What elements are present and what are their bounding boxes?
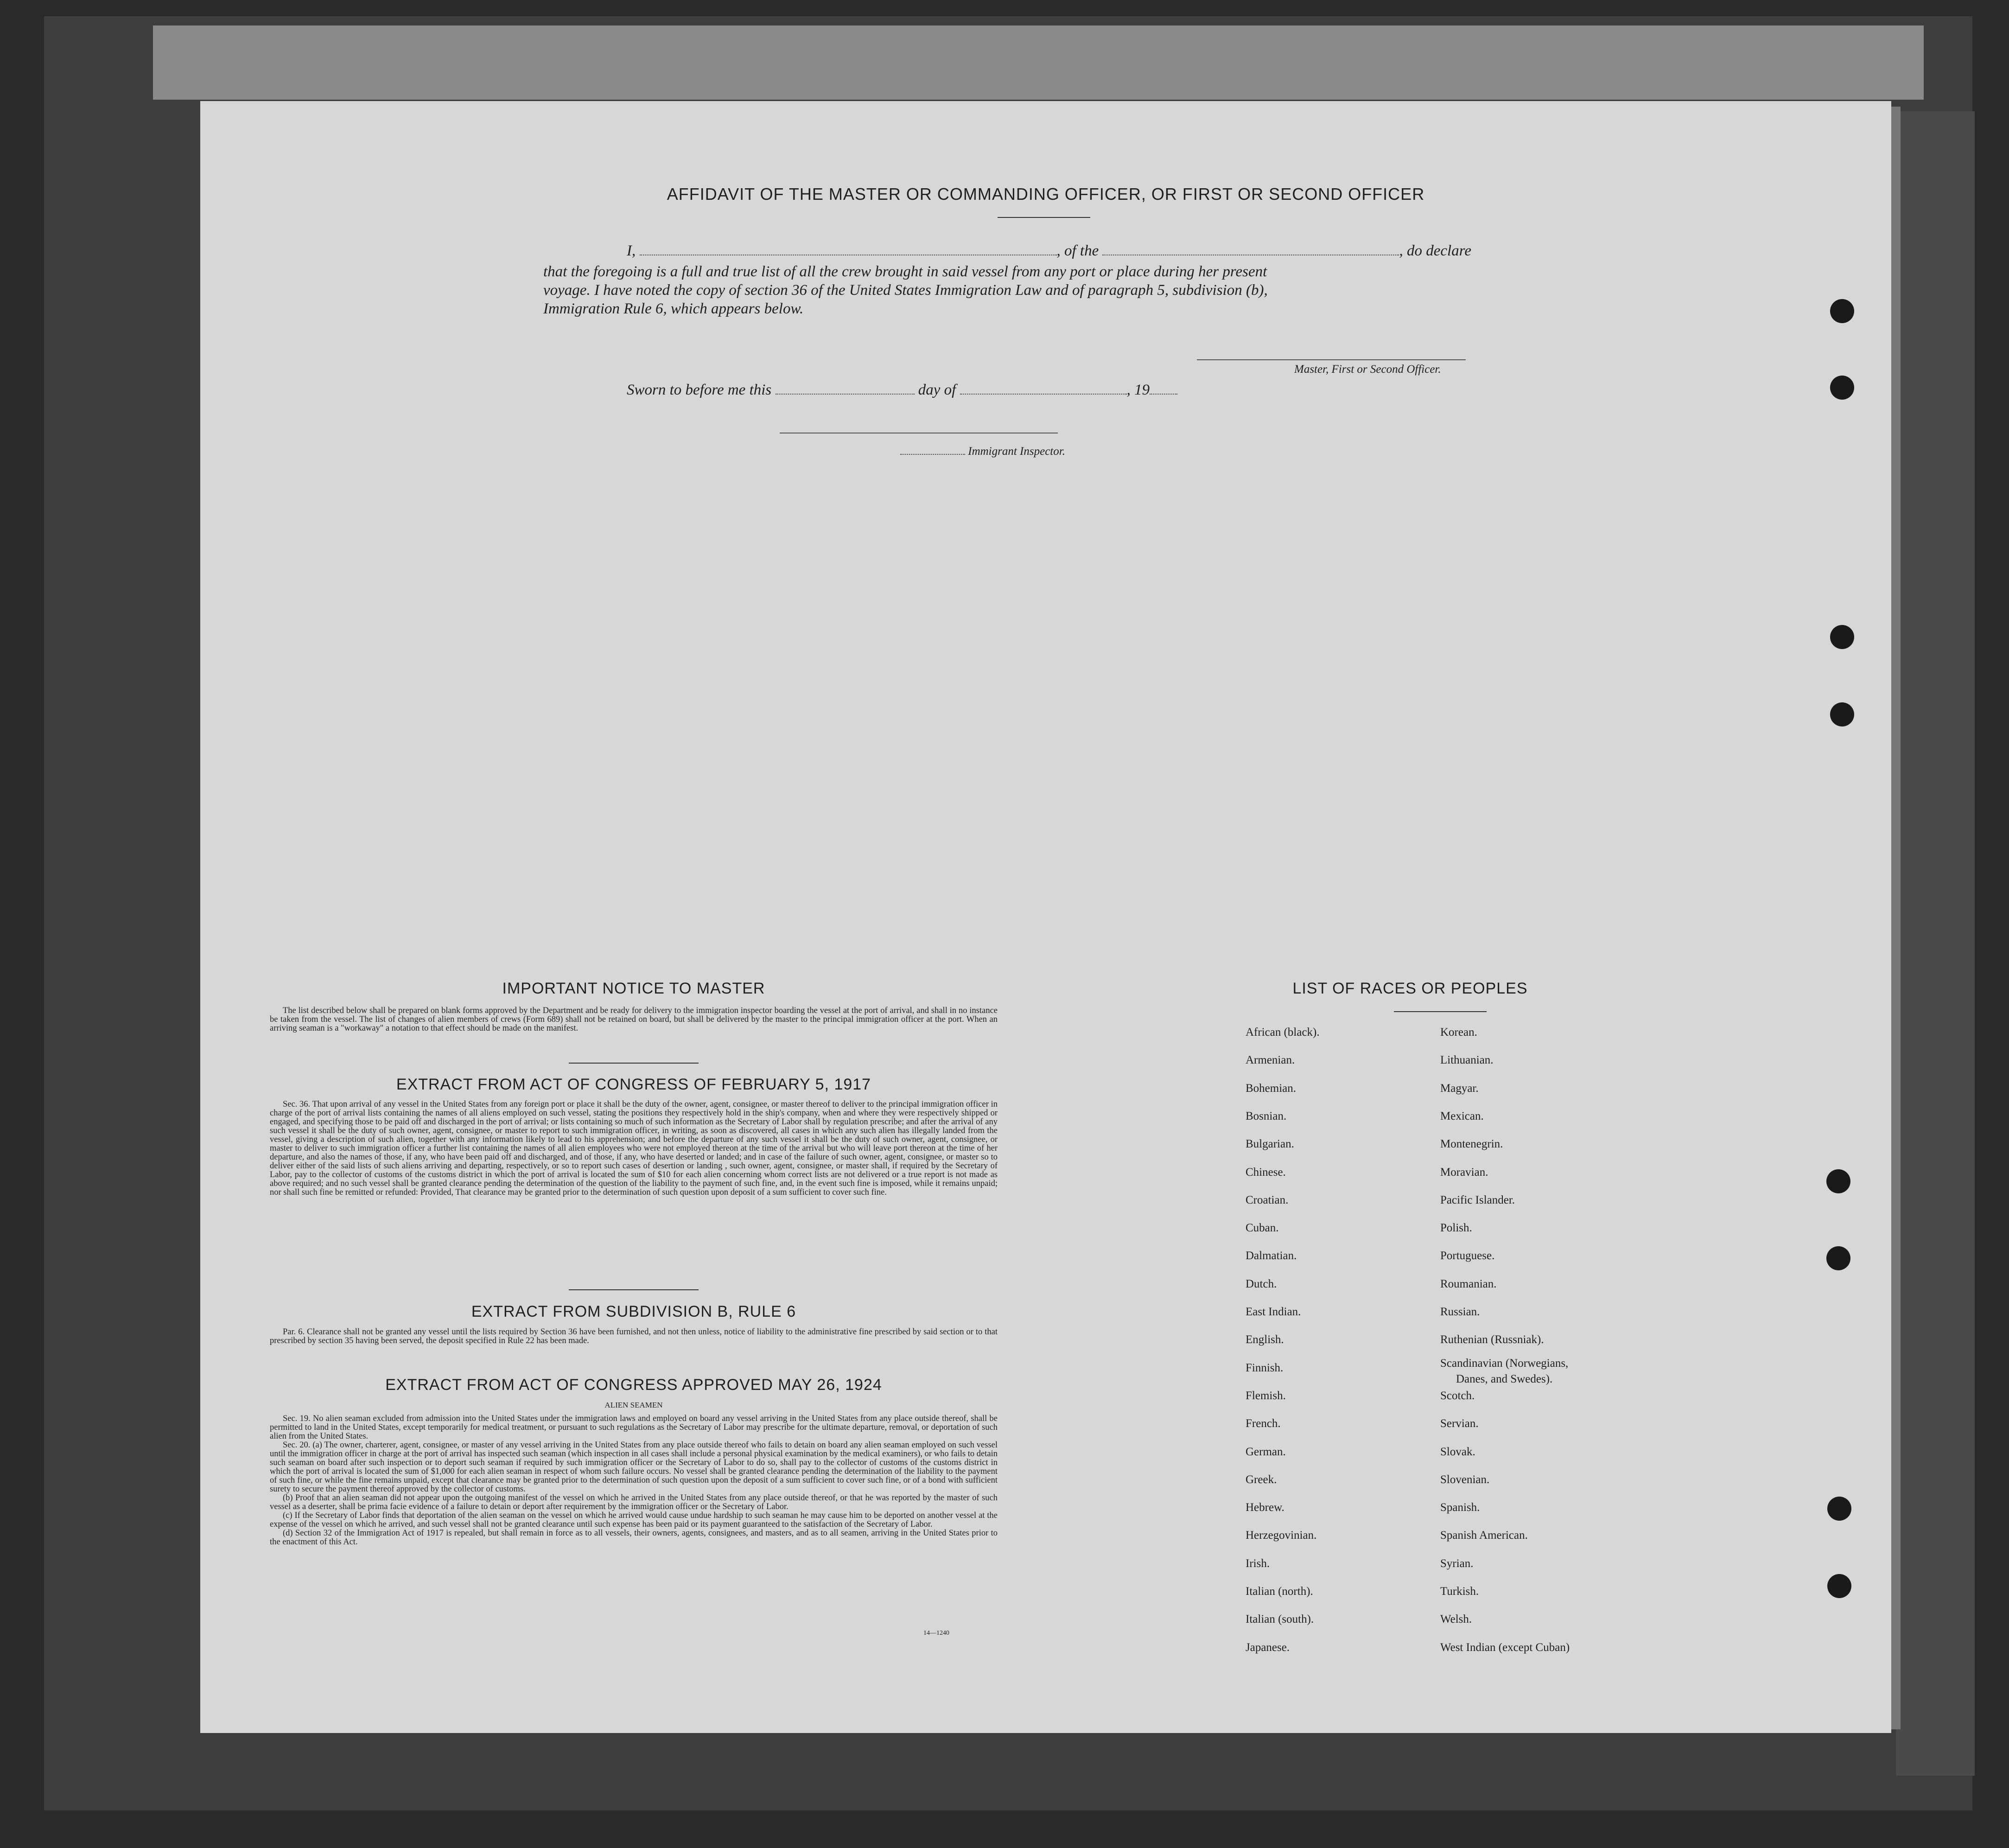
year-blank <box>1150 382 1177 395</box>
race-item: African (black). <box>1246 1026 1320 1039</box>
binder-hole <box>1830 625 1854 649</box>
binder-hole <box>1827 1497 1851 1521</box>
race-item: Bosnian. <box>1246 1109 1287 1122</box>
race-item: Herzegovinian. <box>1246 1529 1317 1542</box>
divider <box>569 1289 699 1290</box>
of-the-label: , of the <box>1056 242 1099 259</box>
rule-6-paragraph: Par. 6. Clearance shall not be granted any vessel until the lists required by Section 36 have been furnished, and not then unless, notice of liability to the administrative fine prescribed by said section or to that prescribed by section 35 having been served, the deposit specified in Rule 22 has been made. <box>270 1327 998 1345</box>
day-of-label: day of <box>918 382 956 398</box>
do-declare-label: , do declare <box>1399 242 1471 259</box>
divider <box>1394 1011 1487 1012</box>
master-signature-line <box>1197 359 1466 360</box>
race-item-continuation: Danes, and Swedes). <box>1456 1372 1553 1385</box>
notice-title: IMPORTANT NOTICE TO MASTER <box>502 980 765 997</box>
extract-1917-text <box>270 1100 998 1197</box>
race-item: Korean. <box>1440 1026 1477 1039</box>
race-item: Italian (north). <box>1246 1585 1313 1598</box>
extract-1917-title: EXTRACT FROM ACT OF CONGRESS OF FEBRUARY 5, 1917 <box>396 1076 871 1093</box>
affidavit-i-label: I, <box>627 242 636 259</box>
extract-1924-title: EXTRACT FROM ACT OF CONGRESS APPROVED MAY 26, 1924 <box>385 1376 882 1394</box>
races-title: LIST OF RACES OR PEOPLES <box>1292 980 1528 997</box>
race-item: Irish. <box>1246 1557 1270 1570</box>
race-item: Russian. <box>1440 1306 1480 1318</box>
page-edge <box>1891 107 1901 1729</box>
race-item: Servian. <box>1440 1417 1479 1430</box>
race-item: English. <box>1246 1333 1284 1346</box>
race-item: Dalmatian. <box>1246 1249 1297 1262</box>
divider <box>998 217 1090 218</box>
race-item: Spanish. <box>1440 1501 1480 1514</box>
paper-backing-right <box>1896 111 1975 1776</box>
rule-6-text <box>270 1328 998 1345</box>
race-item: Mexican. <box>1440 1109 1484 1122</box>
race-item: Polish. <box>1440 1222 1472 1235</box>
affidavit-line-2: that the foregoing is a full and true list of all the crew brought in said vessel from any port or place during her present <box>543 263 1267 280</box>
vessel-blank <box>1102 243 1399 255</box>
race-item: Pacific Islander. <box>1440 1193 1515 1206</box>
inspector-line <box>900 445 1065 458</box>
race-item: Hebrew. <box>1246 1501 1284 1514</box>
race-item: East Indian. <box>1246 1306 1301 1318</box>
section-36-paragraph: Sec. 36. That upon arrival of any vessel in the United States from any foreign port or place it shall be the duty of the owner, agent, consignee, or master thereof to deliver to the principal immigration officer in charge of the port of arrival lists containing the names of all aliens employed on such vessel, stating the positions they respectively hold in the ship's company, when and where they were respectively shipped or engaged, and specifying those to be paid off and discharged in the port of arrival; or lists containing so much of such information as the Secretary of Labor shall by regulation prescribe; and after the arrival of any such vessel it shall be the duty of such owner, agent, consignee, or master to report to such immigration officer, in writing, as soon as discovered, all cases in which any such alien has illegally landed from the vessel, giving a description of such alien, together with any information likely to lead to his apprehension; and before the departure of any such vessel it shall be the duty of such owner, agent, consignee, or master to deliver to such immigration officer a further list containing the names of all alien employees who were not employed thereon at the time of the arrival but who will leave port thereon at the time of her departure, and also the names of those, if any, who have been paid off and discharged, and of those, if any, who have deserted or landed; and in case of the failure of such owner, agent, consignee, or master so to deliver either of the said lists of such aliens arriving and departing, respectively, or so to report such cases of desertion or landing , such owner, agent, consignee, or master shall, if required by the Secretary of Labor, pay to the collector of customs of the customs district in which the port of arrival is located the sum of $10 for each alien concerning whom correct lists are not delivered or a true report is not made as above required; and no such vessel shall be granted clearance pending the determination of the question of the liability to the payment of such fine, and, in the event such fine is imposed, while it remains unpaid; nor shall such fine be remitted or refunded: Provided, That clearance may be granted prior to the determination of such question upon deposit of a sum sufficient to cover such fine. <box>270 1100 998 1197</box>
race-item: Finnish. <box>1246 1361 1284 1374</box>
race-item: Greek. <box>1246 1473 1277 1486</box>
section-20d-paragraph: (d) Section 32 of the Immigration Act of 1917 is repealed, but shall remain in force as to all vessels, their owners, agents, consignees, and masters, and as to all seamen, arriving in the United States prior to the enactment of this Act. <box>270 1529 998 1547</box>
race-item: Scandinavian (Norwegians, <box>1440 1357 1569 1370</box>
affidavit-title: AFFIDAVIT OF THE MASTER OR COMMANDING OFFICER, OR FIRST OR SECOND OFFICER <box>667 185 1425 204</box>
race-item: Scotch. <box>1440 1389 1475 1402</box>
race-item: Chinese. <box>1246 1166 1286 1179</box>
race-item: Syrian. <box>1440 1557 1474 1570</box>
form-code: 14—1240 <box>923 1630 949 1637</box>
master-label: Master, First or Second Officer. <box>1294 363 1441 376</box>
race-item: German. <box>1246 1445 1286 1458</box>
binder-hole <box>1827 1574 1851 1598</box>
sworn-label: Sworn to before me this <box>627 382 772 398</box>
inspector-blank <box>900 446 965 455</box>
notice-text <box>270 1007 998 1033</box>
race-item: Roumanian. <box>1440 1277 1497 1290</box>
binder-hole <box>1830 299 1854 323</box>
race-item: Slovak. <box>1440 1445 1475 1458</box>
race-item: Slovenian. <box>1440 1473 1490 1486</box>
race-item: Spanish American. <box>1440 1529 1528 1542</box>
race-item: Turkish. <box>1440 1585 1479 1598</box>
race-item: Flemish. <box>1246 1389 1286 1402</box>
race-item: French. <box>1246 1417 1281 1430</box>
affidavit-line-1 <box>627 242 1711 260</box>
affidavit-line-3: voyage. I have noted the copy of section 36 of the United States Immigration Law and of paragraph 5, subdivision (b), <box>543 282 1268 299</box>
race-item: Dutch. <box>1246 1277 1277 1290</box>
name-blank <box>640 243 1057 255</box>
extract-1924-text <box>270 1415 998 1547</box>
race-item: Magyar. <box>1440 1082 1479 1095</box>
notice-paragraph: The list described below shall be prepared on blank forms approved by the Department and be ready for delivery to the immigration inspector boarding the vessel at the port of arrival, and shall in no instance be taken from the vessel. The list of changes of alien members of crews (Form 689) shall not be retained on board, but shall be delivered by the master to the principal immigration officer at the port. When an arriving seaman is a "workaway" a notation to that effect should be made on the manifest. <box>270 1006 998 1033</box>
affidavit-line-4: Immigration Rule 6, which appears below. <box>543 300 804 317</box>
year-label: , 19 <box>1126 382 1150 398</box>
section-20b-paragraph: (b) Proof that an alien seaman did not appear upon the outgoing manifest of the vessel on which he arrived in the United States from any place outside thereof, or that he was reported by the master of such vessel as a deserter, shall be prima facie evidence of a failure to detain or deport after requirement by the immigration officer or the Secretary of Labor. <box>270 1493 998 1511</box>
divider <box>569 1063 699 1064</box>
sworn-line <box>627 382 1177 399</box>
race-item: Italian (south). <box>1246 1613 1314 1626</box>
binder-hole <box>1830 702 1854 726</box>
race-item: Bohemian. <box>1246 1082 1297 1095</box>
race-item: Portuguese. <box>1440 1249 1495 1262</box>
race-item: Bulgarian. <box>1246 1138 1294 1151</box>
race-item: Ruthenian (Russniak). <box>1440 1333 1544 1346</box>
race-item: Croatian. <box>1246 1193 1289 1206</box>
race-item: Armenian. <box>1246 1054 1295 1067</box>
section-20a-paragraph: Sec. 20. (a) The owner, charterer, agent, consignee, or master of any vessel arriving in the United States from any place outside thereof who fails to detain on board any alien seaman employed on such vessel until the immigration officer in charge at the port of arrival has inspected such seaman (which inspection in all cases shall include a personal physical examination by the medical examiners), or who fails to detain such seaman on board after such inspection or to deport such seaman if required by such immigration officer or the Secretary of Labor to do so, shall pay to the collector of customs of the customs district in which the port of arrival is located the sum of $1,000 for each alien seaman in respect of whom such failure occurs. No vessel shall be granted clearance pending the determination of the liability to the payment of such fine, or while the fine remains unpaid, except that clearance may be granted prior to the determination of such question upon the deposit of a sum sufficient to cover such fine, or of a bond with sufficient surety to secure the payment thereof approved by the collector of customs. <box>270 1440 998 1494</box>
section-19-paragraph: Sec. 19. No alien seaman excluded from admission into the United States under the immigration laws and employed on board any vessel arriving in the United States from any place outside thereof, shall be permitted to land in the United States, except temporarily for medical treatment, or pursuant to such regulations as the Secretary of Labor may prescribe for the ultimate departure, removal, or deportation of such alien from the United States. <box>270 1414 998 1441</box>
race-item: Lithuanian. <box>1440 1054 1494 1067</box>
race-item: Cuban. <box>1246 1222 1279 1235</box>
rule-6-title: EXTRACT FROM SUBDIVISION B, RULE 6 <box>471 1303 796 1320</box>
section-20c-paragraph: (c) If the Secretary of Labor finds that deportation of the alien seaman on the vessel on which he arrived would cause undue hardship to such seaman he may cause him to be deported on another vessel at the expense of the vessel on which he arrived, and such vessel shall not be granted clearance until such expense has been paid or its payment guaranteed to the satisfaction of the Secretary of Labor. <box>270 1511 998 1529</box>
alien-seamen-subtitle: ALIEN SEAMEN <box>604 1401 663 1409</box>
race-item: West Indian (except Cuban) <box>1440 1641 1570 1654</box>
paper-backing-top <box>153 25 1924 100</box>
binder-hole <box>1830 376 1854 400</box>
inspector-label: Immigrant Inspector. <box>968 445 1065 458</box>
day-blank <box>776 382 915 395</box>
race-item: Japanese. <box>1246 1641 1290 1654</box>
document-page <box>200 101 1891 1733</box>
race-item: Montenegrin. <box>1440 1138 1503 1151</box>
race-item: Welsh. <box>1440 1613 1472 1626</box>
binder-hole <box>1826 1169 1850 1193</box>
month-blank <box>960 382 1127 395</box>
binder-hole <box>1826 1246 1850 1270</box>
race-item: Moravian. <box>1440 1166 1488 1179</box>
